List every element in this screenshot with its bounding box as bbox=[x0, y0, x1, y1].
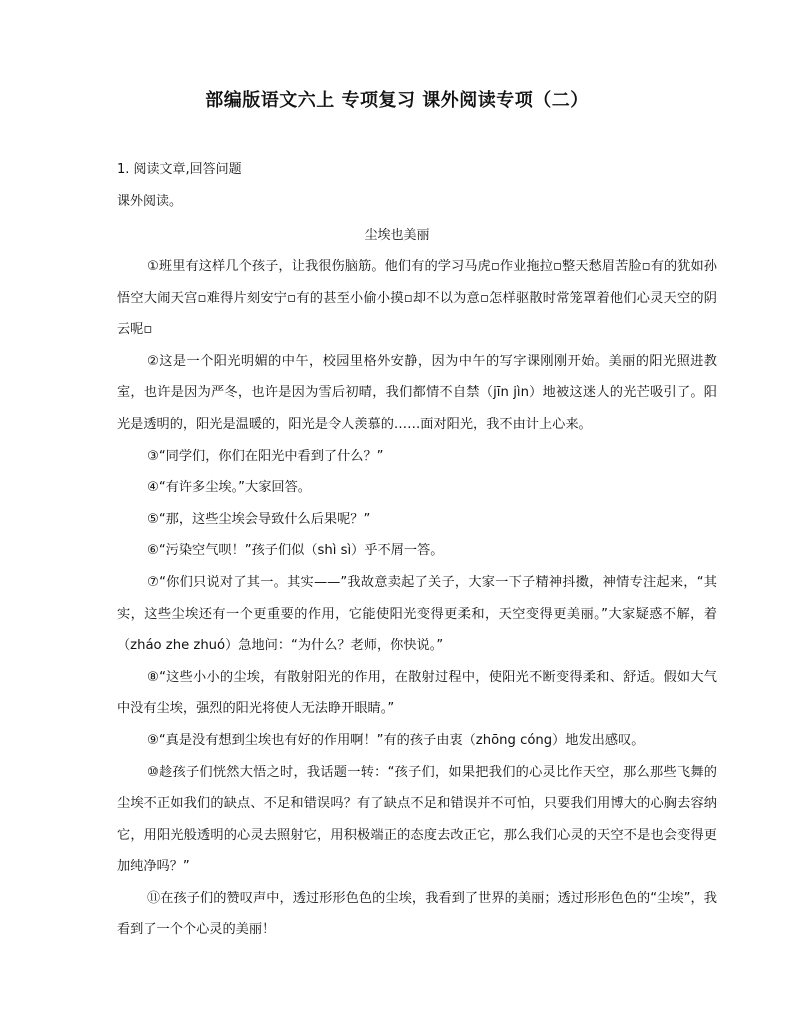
paragraph-6: ⑥“污染空气呗！”孩子们似（shì sì）乎不屑一答。 bbox=[147, 543, 444, 559]
paragraph-3: ③“同学们，你们在阳光中看到了什么？” bbox=[147, 448, 384, 464]
paragraph-1: ①班里有这样几个孩子，让我很伤脑筋。他们有的学习马虎▫作业拖拉▫整天愁眉苦脸▫有的犹如孙悟空大闹天宫▫难得片刻安宁▫有的甚至小偷小摸▫却不以为意▫怎样驱散时常笼罩着他们心灵天空的阴云呢▫ bbox=[117, 259, 717, 338]
paragraph-8: ⑧“这些小小的尘埃，有散射阳光的作用，在散射过程中，使阳光不断变得柔和、舒适。假如大气中没有尘埃，强烈的阳光将使人无法睁开眼睛。” bbox=[117, 669, 717, 717]
paragraph-4: ④“有许多尘埃。”大家回答。 bbox=[147, 480, 311, 496]
question-subheading: 课外阅读。 bbox=[117, 194, 183, 209]
essay-title: 尘埃也美丽 bbox=[364, 228, 430, 243]
paragraph-10: ⑩趁孩子们恍然大悟之时，我话题一转：“孩子们，如果把我们的心灵比作天空，那么那些飞舞的尘埃不正如我们的缺点、不足和错误吗？有了缺点不足和错误并不可怕，只要我们用博大的心胸去容纳它，用阳光般透明的心灵去照射它，用积极端正的态度去改正它，那么我们心灵的天空不是也会变得更加纯净吗？” bbox=[117, 764, 717, 875]
paragraph-5: ⑤“那，这些尘埃会导致什么后果呢？” bbox=[147, 511, 371, 527]
question-heading: 1. 阅读文章,回答问题 bbox=[117, 162, 242, 177]
paragraph-7: ⑦“你们只说对了其一。其实——”我故意卖起了关子，大家一下子精神抖擞，神情专注起来，“其实，这些尘埃还有一个更重要的作用，它能使阳光变得更柔和，天空变得更美丽。”大家疑惑不解，着（zháo zhe zhuó）急地问：“为什么？老师，你快说。” bbox=[117, 574, 717, 654]
paragraph-11: ⑪在孩子们的赞叹声中，透过形形色色的尘埃，我看到了世界的美丽；透过形形色色的“尘埃”，我看到了一个个心灵的美丽！ bbox=[117, 890, 717, 938]
paragraph-9: ⑨“真是没有想到尘埃也有好的作用啊！”有的孩子由衷（zhōng cóng）地发出感叹。 bbox=[147, 732, 645, 748]
document-title: 部编版语文六上 专项复习 课外阅读专项（二） bbox=[205, 90, 589, 111]
paragraph-2: ②这是一个阳光明媚的中午，校园里格外安静，因为中午的写字课刚刚开始。美丽的阳光照进教室，也许是因为严冬，也许是因为雪后初晴，我们都情不自禁（jīn jìn）地被这迷人的光芒吸引了。阳光是透明的，阳光是温暖的，阳光是令人羡慕的……面对阳光，我不由计上心来。 bbox=[117, 353, 717, 432]
essay-body bbox=[117, 251, 717, 946]
